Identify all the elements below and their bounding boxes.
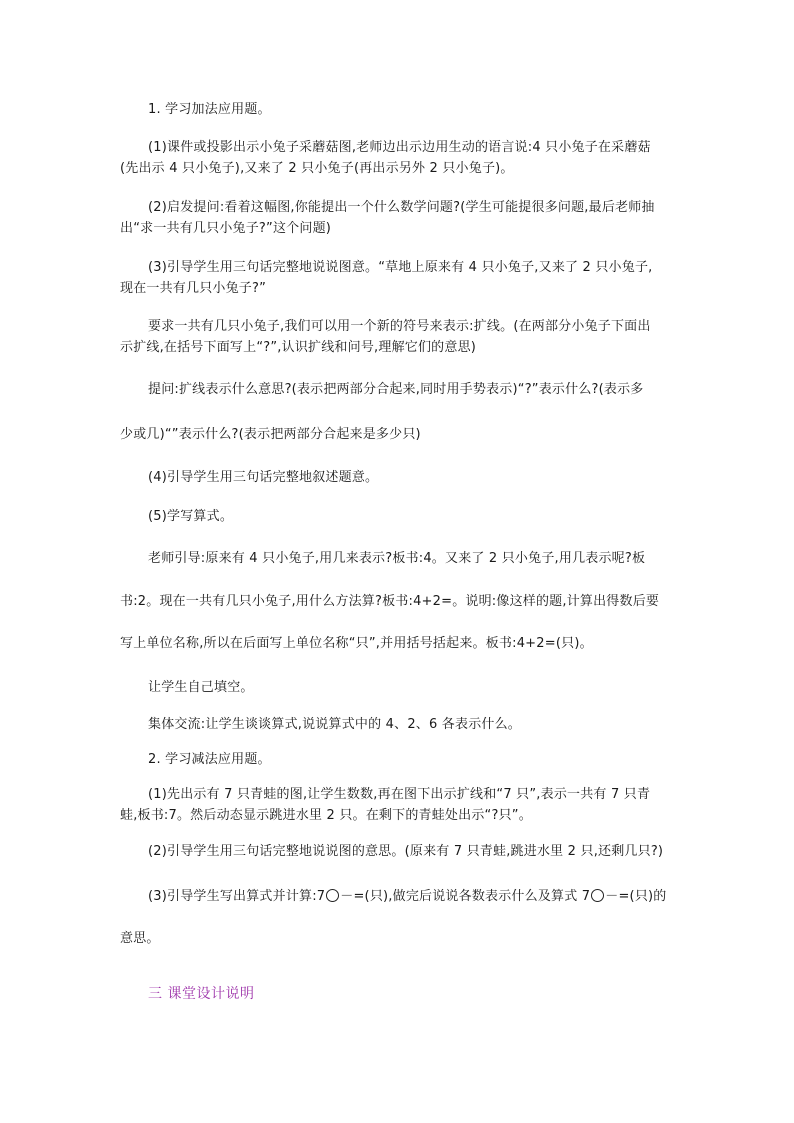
paragraph-line: 老师引导:原来有 4 只小兔子,用几来表示?板书:4。又来了 2 只小兔子,用几表示呢?板: [148, 551, 646, 566]
paragraph-line: 出“求一共有几只小兔子?”这个问题): [120, 221, 332, 236]
paragraph-line: 写上单位名称,所以在后面写上单位名称“只”,并用括号括起来。板书:4+2=(只)。: [120, 636, 593, 651]
paragraph-line: 集体交流:让学生谈谈算式,说说算式中的 4、2、6 各表示什么。: [148, 717, 521, 732]
section-heading: 三 课堂设计说明: [148, 986, 255, 1002]
blank-circle-icon: [591, 889, 604, 902]
paragraph-line: (5)学写算式。: [148, 509, 234, 524]
blank-circle-icon: [326, 889, 339, 902]
paragraph-line: 书:2。现在一共有几只小兔子,用什么方法算?板书:4+2=。说明:像这样的题,计算出得数后要: [120, 594, 660, 609]
paragraph-line: (2)引导学生用三句话完整地说说图的意思。(原来有 7 只青蛙,跳进水里 2 只,还剩几只?): [148, 844, 664, 859]
paragraph-line: 少或几)“”表示什么?(表示把两部分合起来是多少只): [120, 427, 421, 442]
equation-text: (3)引导学生写出算式并计算:7: [148, 889, 326, 904]
paragraph-line: (1)课件或投影出示小兔子采蘑菇图,老师边出示边用生动的语言说:4 只小兔子在采蘑菇: [148, 140, 651, 155]
paragraph-add-title: 1. 学习加法应用题。: [148, 102, 271, 117]
equation-text: －=(只),做完后说说各数表示什么及算式 7: [340, 889, 591, 904]
paragraph-equation-line: [148, 889, 667, 905]
paragraph-line: (先出示 4 只小兔子),又来了 2 只小兔子(再出示另外 2 只小兔子)。: [120, 161, 514, 176]
paragraph-line: 让学生自己填空。: [148, 680, 254, 695]
paragraph-line: (4)引导学生用三句话完整地叙述题意。: [148, 470, 379, 485]
paragraph-line: (2)启发提问:看着这幅图,你能提出一个什么数学问题?(学生可能提很多问题,最后老师抽: [148, 200, 655, 215]
paragraph-line: 蛙,板书:7。然后动态显示跳进水里 2 只。在剩下的青蛙处出示“?只”。: [120, 808, 532, 823]
paragraph-line: (1)先出示有 7 只青蛙的图,让学生数数,再在图下出示扩线和“7 只”,表示一共有 7 只青: [148, 787, 651, 802]
paragraph-line: 意思。: [120, 931, 160, 946]
equation-text: －=(只)的: [605, 889, 667, 904]
paragraph-line: 提问:扩线表示什么意思?(表示把两部分合起来,同时用手势表示)“?”表示什么?(表示多: [148, 382, 644, 397]
paragraph-subtract-title: 2. 学习减法应用题。: [148, 752, 271, 767]
paragraph-line: 现在一共有几只小兔子?”: [120, 281, 267, 296]
paragraph-line: 示扩线,在括号下面写上“?”,认识扩线和问号,理解它们的意思): [120, 340, 477, 355]
paragraph-line: 要求一共有几只小兔子,我们可以用一个新的符号来表示:扩线。(在两部分小兔子下面出: [148, 319, 651, 334]
paragraph-line: (3)引导学生用三句话完整地说说图意。“草地上原来有 4 只小兔子,又来了 2 只小兔子,: [148, 260, 653, 275]
